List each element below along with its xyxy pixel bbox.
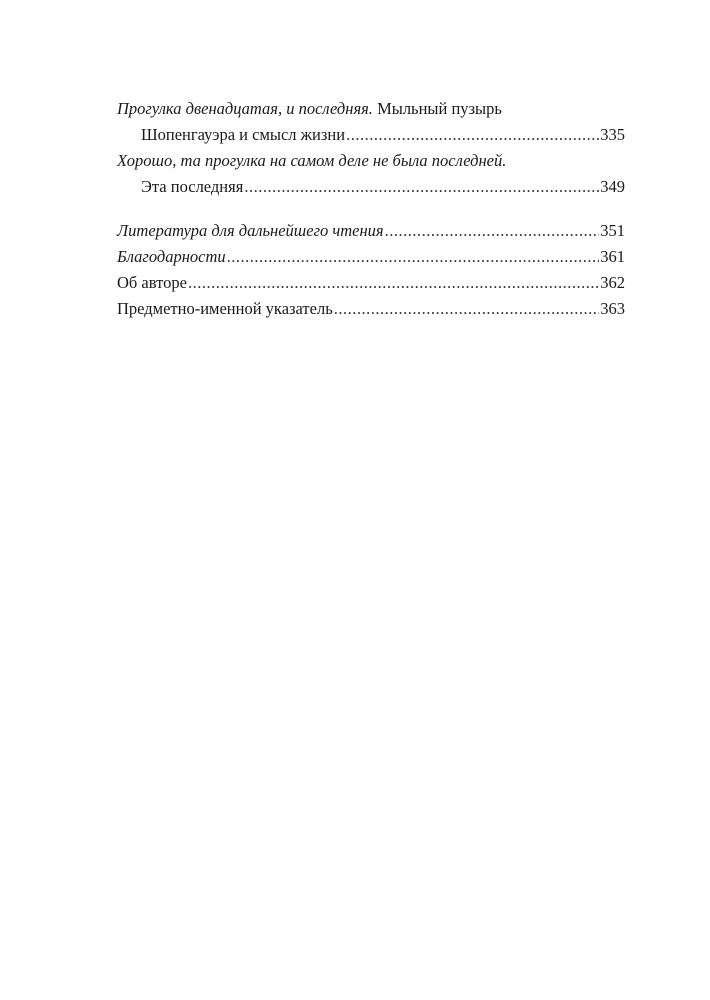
toc-page-number: 351	[600, 221, 625, 240]
dot-leader	[227, 244, 600, 270]
toc-page-number: 363	[600, 299, 625, 318]
toc-entry-continuation-line	[117, 122, 625, 148]
dot-leader	[385, 218, 600, 244]
toc-entry-title: Благодарности	[117, 247, 226, 266]
toc-entry-line	[117, 296, 625, 322]
toc-entry-continuation: Эта последняя	[141, 177, 244, 196]
toc-page-number: 362	[600, 273, 625, 292]
toc-page-number: 361	[600, 247, 625, 266]
toc-entry-title: Предметно-именной указатель	[117, 299, 333, 318]
toc-entry-index[interactable]	[117, 296, 625, 322]
toc-entry-continuation: Шопенгауэра и смысл жизни	[141, 125, 346, 144]
dot-leader	[244, 174, 599, 200]
toc-entry-about-author[interactable]	[117, 270, 625, 296]
dot-leader	[334, 296, 600, 322]
toc-entry-title-line	[117, 148, 625, 174]
toc-entry-title-italic: Прогулка двенадцатая, и последняя.	[117, 99, 373, 118]
toc-entry-continuation-line	[117, 174, 625, 200]
toc-page-number: 349	[600, 177, 625, 196]
toc-entry-line	[117, 244, 625, 270]
toc-page-number: 335	[600, 125, 625, 144]
toc-entry-walk-twelve[interactable]	[117, 96, 625, 148]
toc-entry-title-italic: Хорошо, та прогулка на самом деле не была последней.	[117, 151, 507, 170]
toc-entry-acknowledgements[interactable]	[117, 244, 625, 270]
toc-entry-line	[117, 270, 625, 296]
toc-entry-title-upright: Мыльный пузырь	[377, 99, 502, 118]
toc-entry-not-last-walk[interactable]	[117, 148, 625, 200]
toc-entry-title-line	[117, 96, 625, 122]
toc-entry-line	[117, 218, 625, 244]
toc-entry-title: Об авторе	[117, 273, 187, 292]
toc-entry-further-reading[interactable]	[117, 218, 625, 244]
dot-leader	[188, 270, 599, 296]
toc-entry-title: Литература для дальнейшего чтения	[117, 221, 384, 240]
dot-leader	[346, 122, 599, 148]
table-of-contents	[117, 96, 625, 322]
